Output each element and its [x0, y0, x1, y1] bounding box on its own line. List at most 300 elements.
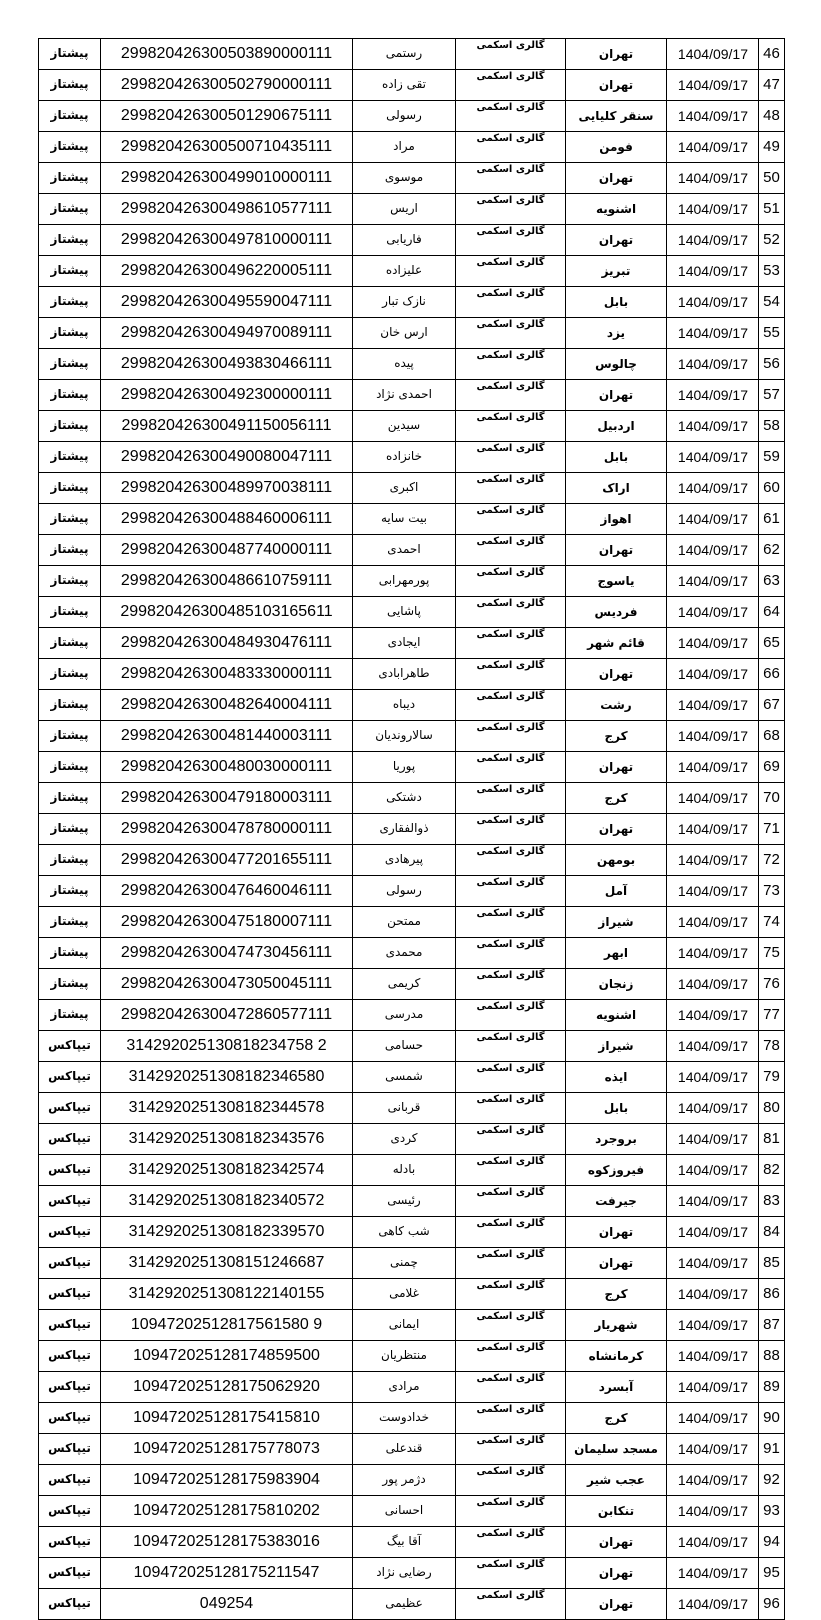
row-number-cell: 67	[759, 690, 785, 721]
courier-cell: تیپاکس	[39, 1217, 101, 1248]
table-row	[39, 721, 785, 752]
shipments-table	[38, 38, 785, 1620]
row-number-cell: 63	[759, 566, 785, 597]
row-number-cell: 50	[759, 163, 785, 194]
date-cell: 1404/09/17	[667, 783, 759, 814]
courier-cell: پیشتاز	[39, 938, 101, 969]
row-number-cell: 82	[759, 1155, 785, 1186]
tracking-code-cell: 299820426300503890000111	[101, 39, 353, 70]
row-number-cell: 96	[759, 1589, 785, 1620]
tracking-code-cell: 299820426300491150056111	[101, 411, 353, 442]
table-row	[39, 132, 785, 163]
table-row	[39, 876, 785, 907]
courier-cell: پیشتاز	[39, 783, 101, 814]
courier-cell: پیشتاز	[39, 442, 101, 473]
tracking-code-cell: 109472025128175778073	[101, 1434, 353, 1465]
recipient-name-cell: حسامی	[353, 1031, 456, 1062]
row-number-cell: 88	[759, 1341, 785, 1372]
date-cell: 1404/09/17	[667, 1155, 759, 1186]
table-row	[39, 1124, 785, 1155]
row-number-cell: 62	[759, 535, 785, 566]
date-cell: 1404/09/17	[667, 163, 759, 194]
tracking-code-cell: 299820426300481440003111	[101, 721, 353, 752]
row-number-cell: 74	[759, 907, 785, 938]
gallery-cell: گالری اسکمی	[456, 783, 566, 814]
date-cell: 1404/09/17	[667, 256, 759, 287]
gallery-cell: گالری اسکمی	[456, 1527, 566, 1558]
recipient-name-cell: سالاروندیان	[353, 721, 456, 752]
date-cell: 1404/09/17	[667, 287, 759, 318]
gallery-cell: گالری اسکمی	[456, 1155, 566, 1186]
date-cell: 1404/09/17	[667, 690, 759, 721]
gallery-cell: گالری اسکمی	[456, 287, 566, 318]
tracking-code-cell: 299820426300497810000111	[101, 225, 353, 256]
table-row	[39, 39, 785, 70]
tracking-code-cell: 3142920251308182342574	[101, 1155, 353, 1186]
tracking-code-cell: 3142920251308182339570	[101, 1217, 353, 1248]
recipient-name-cell: احمدی نژاد	[353, 380, 456, 411]
tracking-code-cell: 299820426300498610577111	[101, 194, 353, 225]
city-cell: اشنویه	[566, 1000, 667, 1031]
courier-cell: پیشتاز	[39, 597, 101, 628]
date-cell: 1404/09/17	[667, 876, 759, 907]
gallery-cell: گالری اسکمی	[456, 1310, 566, 1341]
recipient-name-cell: پیرهادی	[353, 845, 456, 876]
city-cell: بومهن	[566, 845, 667, 876]
table-row	[39, 566, 785, 597]
city-cell: آمل	[566, 876, 667, 907]
recipient-name-cell: احمدی	[353, 535, 456, 566]
courier-cell: پیشتاز	[39, 814, 101, 845]
date-cell: 1404/09/17	[667, 1372, 759, 1403]
recipient-name-cell: ایمانی	[353, 1310, 456, 1341]
tracking-code-cell: 299820426300487740000111	[101, 535, 353, 566]
tracking-code-cell: 3142920251308151246687	[101, 1248, 353, 1279]
date-cell: 1404/09/17	[667, 845, 759, 876]
table-row	[39, 1000, 785, 1031]
date-cell: 1404/09/17	[667, 1124, 759, 1155]
courier-cell: تیپاکس	[39, 1310, 101, 1341]
tracking-code-cell: 299820426300502790000111	[101, 70, 353, 101]
date-cell: 1404/09/17	[667, 969, 759, 1000]
gallery-cell: گالری اسکمی	[456, 1341, 566, 1372]
recipient-name-cell: دشتکی	[353, 783, 456, 814]
recipient-name-cell: تقی زاده	[353, 70, 456, 101]
gallery-cell: گالری اسکمی	[456, 876, 566, 907]
table-row	[39, 1217, 785, 1248]
recipient-name-cell: رسولی	[353, 876, 456, 907]
city-cell: بابل	[566, 287, 667, 318]
recipient-name-cell: قربانی	[353, 1093, 456, 1124]
table-row	[39, 70, 785, 101]
recipient-name-cell: کردی	[353, 1124, 456, 1155]
courier-cell: پیشتاز	[39, 628, 101, 659]
table-row	[39, 690, 785, 721]
gallery-cell: گالری اسکمی	[456, 39, 566, 70]
city-cell: تهران	[566, 1217, 667, 1248]
row-number-cell: 80	[759, 1093, 785, 1124]
gallery-cell: گالری اسکمی	[456, 628, 566, 659]
city-cell: رشت	[566, 690, 667, 721]
city-cell: یاسوج	[566, 566, 667, 597]
city-cell: بابل	[566, 1093, 667, 1124]
table-row	[39, 1434, 785, 1465]
row-number-cell: 87	[759, 1310, 785, 1341]
city-cell: زنجان	[566, 969, 667, 1000]
gallery-cell: گالری اسکمی	[456, 1186, 566, 1217]
gallery-cell: گالری اسکمی	[456, 566, 566, 597]
table-row	[39, 287, 785, 318]
table-row	[39, 163, 785, 194]
row-number-cell: 48	[759, 101, 785, 132]
gallery-cell: گالری اسکمی	[456, 1062, 566, 1093]
table-row	[39, 256, 785, 287]
city-cell: کرج	[566, 1279, 667, 1310]
gallery-cell: گالری اسکمی	[456, 845, 566, 876]
gallery-cell: گالری اسکمی	[456, 1093, 566, 1124]
city-cell: تهران	[566, 752, 667, 783]
city-cell: قائم شهر	[566, 628, 667, 659]
table-row	[39, 1279, 785, 1310]
courier-cell: تیپاکس	[39, 1341, 101, 1372]
city-cell: ایذه	[566, 1062, 667, 1093]
city-cell: تهران	[566, 814, 667, 845]
table-row	[39, 101, 785, 132]
gallery-cell: گالری اسکمی	[456, 163, 566, 194]
recipient-name-cell: پوریا	[353, 752, 456, 783]
recipient-name-cell: بیت سایه	[353, 504, 456, 535]
date-cell: 1404/09/17	[667, 752, 759, 783]
recipient-name-cell: محمدی	[353, 938, 456, 969]
tracking-code-cell: 109472025128175983904	[101, 1465, 353, 1496]
date-cell: 1404/09/17	[667, 659, 759, 690]
courier-cell: پیشتاز	[39, 39, 101, 70]
gallery-cell: گالری اسکمی	[456, 1465, 566, 1496]
recipient-name-cell: رسولی	[353, 101, 456, 132]
row-number-cell: 61	[759, 504, 785, 535]
date-cell: 1404/09/17	[667, 349, 759, 380]
date-cell: 1404/09/17	[667, 1248, 759, 1279]
city-cell: تهران	[566, 163, 667, 194]
gallery-cell: گالری اسکمی	[456, 1589, 566, 1620]
gallery-cell: گالری اسکمی	[456, 969, 566, 1000]
row-number-cell: 86	[759, 1279, 785, 1310]
gallery-cell: گالری اسکمی	[456, 194, 566, 225]
courier-cell: پیشتاز	[39, 70, 101, 101]
city-cell: سنقر کلیایی	[566, 101, 667, 132]
courier-cell: تیپاکس	[39, 1403, 101, 1434]
courier-cell: تیپاکس	[39, 1558, 101, 1589]
tracking-code-cell: 299820426300476460046111	[101, 876, 353, 907]
courier-cell: پیشتاز	[39, 690, 101, 721]
table-row	[39, 1403, 785, 1434]
courier-cell: پیشتاز	[39, 194, 101, 225]
recipient-name-cell: اکبری	[353, 473, 456, 504]
recipient-name-cell: طاهرابادی	[353, 659, 456, 690]
city-cell: تهران	[566, 1558, 667, 1589]
tracking-code-cell: 299820426300500710435111	[101, 132, 353, 163]
date-cell: 1404/09/17	[667, 442, 759, 473]
tracking-code-cell: 299820426300478780000111	[101, 814, 353, 845]
gallery-cell: گالری اسکمی	[456, 1031, 566, 1062]
table-row	[39, 1589, 785, 1620]
date-cell: 1404/09/17	[667, 814, 759, 845]
table-row	[39, 659, 785, 690]
table-row	[39, 1341, 785, 1372]
table-row	[39, 938, 785, 969]
city-cell: فیروزکوه	[566, 1155, 667, 1186]
date-cell: 1404/09/17	[667, 504, 759, 535]
table-row	[39, 1310, 785, 1341]
table-row	[39, 1155, 785, 1186]
date-cell: 1404/09/17	[667, 597, 759, 628]
date-cell: 1404/09/17	[667, 318, 759, 349]
table-row	[39, 752, 785, 783]
gallery-cell: گالری اسکمی	[456, 1403, 566, 1434]
date-cell: 1404/09/17	[667, 1000, 759, 1031]
recipient-name-cell: رضایی نژاد	[353, 1558, 456, 1589]
tracking-code-cell: 299820426300489970038111	[101, 473, 353, 504]
city-cell: فومن	[566, 132, 667, 163]
courier-cell: پیشتاز	[39, 225, 101, 256]
courier-cell: پیشتاز	[39, 566, 101, 597]
gallery-cell: گالری اسکمی	[456, 1000, 566, 1031]
row-number-cell: 93	[759, 1496, 785, 1527]
row-number-cell: 81	[759, 1124, 785, 1155]
row-number-cell: 72	[759, 845, 785, 876]
row-number-cell: 55	[759, 318, 785, 349]
courier-cell: پیشتاز	[39, 845, 101, 876]
row-number-cell: 56	[759, 349, 785, 380]
recipient-name-cell: منتظریان	[353, 1341, 456, 1372]
recipient-name-cell: مرادی	[353, 1372, 456, 1403]
gallery-cell: گالری اسکمی	[456, 380, 566, 411]
row-number-cell: 92	[759, 1465, 785, 1496]
row-number-cell: 65	[759, 628, 785, 659]
recipient-name-cell: دژمر پور	[353, 1465, 456, 1496]
row-number-cell: 89	[759, 1372, 785, 1403]
tracking-code-cell: 109472025128174859500	[101, 1341, 353, 1372]
tracking-code-cell: 299820426300499010000111	[101, 163, 353, 194]
city-cell: شیراز	[566, 1031, 667, 1062]
city-cell: بابل	[566, 442, 667, 473]
tracking-code-cell: 299820426300486610759111	[101, 566, 353, 597]
date-cell: 1404/09/17	[667, 566, 759, 597]
tracking-code-cell: 299820426300479180003111	[101, 783, 353, 814]
row-number-cell: 59	[759, 442, 785, 473]
date-cell: 1404/09/17	[667, 1558, 759, 1589]
row-number-cell: 78	[759, 1031, 785, 1062]
gallery-cell: گالری اسکمی	[456, 101, 566, 132]
table-row	[39, 597, 785, 628]
city-cell: تهران	[566, 39, 667, 70]
city-cell: تهران	[566, 659, 667, 690]
table-row	[39, 1372, 785, 1403]
city-cell: کرج	[566, 721, 667, 752]
recipient-name-cell: قندعلی	[353, 1434, 456, 1465]
courier-cell: پیشتاز	[39, 659, 101, 690]
tracking-code-cell: 299820426300482640004111	[101, 690, 353, 721]
recipient-name-cell: ممتحن	[353, 907, 456, 938]
recipient-name-cell: نازک تبار	[353, 287, 456, 318]
recipient-name-cell: مدرسی	[353, 1000, 456, 1031]
courier-cell: تیپاکس	[39, 1434, 101, 1465]
courier-cell: پیشتاز	[39, 1000, 101, 1031]
date-cell: 1404/09/17	[667, 39, 759, 70]
courier-cell: پیشتاز	[39, 876, 101, 907]
tracking-code-cell: 3142920251308182343576	[101, 1124, 353, 1155]
row-number-cell: 57	[759, 380, 785, 411]
courier-cell: پیشتاز	[39, 132, 101, 163]
recipient-name-cell: رستمی	[353, 39, 456, 70]
tracking-code-cell: 299820426300493830466111	[101, 349, 353, 380]
gallery-cell: گالری اسکمی	[456, 225, 566, 256]
city-cell: تهران	[566, 535, 667, 566]
tracking-code-cell: 299820426300496220005111	[101, 256, 353, 287]
row-number-cell: 85	[759, 1248, 785, 1279]
city-cell: تهران	[566, 70, 667, 101]
gallery-cell: گالری اسکمی	[456, 70, 566, 101]
table-row	[39, 194, 785, 225]
recipient-name-cell: ایجادی	[353, 628, 456, 659]
tracking-code-cell: 299820426300501290675111	[101, 101, 353, 132]
date-cell: 1404/09/17	[667, 1062, 759, 1093]
courier-cell: پیشتاز	[39, 380, 101, 411]
row-number-cell: 51	[759, 194, 785, 225]
row-number-cell: 52	[759, 225, 785, 256]
date-cell: 1404/09/17	[667, 70, 759, 101]
recipient-name-cell: غلامی	[353, 1279, 456, 1310]
table-row	[39, 380, 785, 411]
city-cell: شیراز	[566, 907, 667, 938]
row-number-cell: 76	[759, 969, 785, 1000]
date-cell: 1404/09/17	[667, 1279, 759, 1310]
table-row	[39, 1465, 785, 1496]
courier-cell: تیپاکس	[39, 1124, 101, 1155]
date-cell: 1404/09/17	[667, 1341, 759, 1372]
tracking-code-cell: 299820426300480030000111	[101, 752, 353, 783]
tracking-code-cell: 299820426300488460006111	[101, 504, 353, 535]
courier-cell: پیشتاز	[39, 907, 101, 938]
gallery-cell: گالری اسکمی	[456, 690, 566, 721]
table-row	[39, 535, 785, 566]
recipient-name-cell: ارس خان	[353, 318, 456, 349]
date-cell: 1404/09/17	[667, 1496, 759, 1527]
city-cell: عجب شیر	[566, 1465, 667, 1496]
city-cell: یزد	[566, 318, 667, 349]
tracking-code-cell: 299820426300485103165611	[101, 597, 353, 628]
gallery-cell: گالری اسکمی	[456, 535, 566, 566]
gallery-cell: گالری اسکمی	[456, 1496, 566, 1527]
row-number-cell: 69	[759, 752, 785, 783]
row-number-cell: 68	[759, 721, 785, 752]
tracking-code-cell: 10947202512817561580 9	[101, 1310, 353, 1341]
tracking-code-cell: 3142920251308182344578	[101, 1093, 353, 1124]
tracking-code-cell: 299820426300474730456111	[101, 938, 353, 969]
city-cell: فردیس	[566, 597, 667, 628]
date-cell: 1404/09/17	[667, 1217, 759, 1248]
date-cell: 1404/09/17	[667, 1527, 759, 1558]
table-row	[39, 1093, 785, 1124]
courier-cell: پیشتاز	[39, 473, 101, 504]
city-cell: اشنویه	[566, 194, 667, 225]
date-cell: 1404/09/17	[667, 1403, 759, 1434]
row-number-cell: 46	[759, 39, 785, 70]
tracking-code-cell: 109472025128175383016	[101, 1527, 353, 1558]
date-cell: 1404/09/17	[667, 628, 759, 659]
city-cell: بروجرد	[566, 1124, 667, 1155]
table-row	[39, 225, 785, 256]
tracking-code-cell: 299820426300483330000111	[101, 659, 353, 690]
row-number-cell: 70	[759, 783, 785, 814]
gallery-cell: گالری اسکمی	[456, 907, 566, 938]
gallery-cell: گالری اسکمی	[456, 1248, 566, 1279]
recipient-name-cell: کریمی	[353, 969, 456, 1000]
recipient-name-cell: عظیمی	[353, 1589, 456, 1620]
courier-cell: تیپاکس	[39, 1248, 101, 1279]
courier-cell: تیپاکس	[39, 1372, 101, 1403]
recipient-name-cell: اریس	[353, 194, 456, 225]
tracking-code-cell: 109472025128175810202	[101, 1496, 353, 1527]
city-cell: تهران	[566, 1248, 667, 1279]
city-cell: اردبیل	[566, 411, 667, 442]
recipient-name-cell: پورمهرابی	[353, 566, 456, 597]
tracking-code-cell: 299820426300473050045111	[101, 969, 353, 1000]
recipient-name-cell: شمسی	[353, 1062, 456, 1093]
table-row	[39, 1062, 785, 1093]
tracking-code-cell: 299820426300472860577111	[101, 1000, 353, 1031]
recipient-name-cell: بادله	[353, 1155, 456, 1186]
tracking-code-cell: 299820426300475180007111	[101, 907, 353, 938]
city-cell: تهران	[566, 225, 667, 256]
date-cell: 1404/09/17	[667, 473, 759, 504]
tracking-code-cell: 299820426300477201655111	[101, 845, 353, 876]
courier-cell: تیپاکس	[39, 1155, 101, 1186]
courier-cell: پیشتاز	[39, 969, 101, 1000]
recipient-name-cell: دیباه	[353, 690, 456, 721]
table-row	[39, 1527, 785, 1558]
tracking-code-cell: 299820426300490080047111	[101, 442, 353, 473]
row-number-cell: 53	[759, 256, 785, 287]
city-cell: جیرفت	[566, 1186, 667, 1217]
gallery-cell: گالری اسکمی	[456, 318, 566, 349]
city-cell: آبسرد	[566, 1372, 667, 1403]
date-cell: 1404/09/17	[667, 1465, 759, 1496]
city-cell: کرج	[566, 783, 667, 814]
gallery-cell: گالری اسکمی	[456, 349, 566, 380]
document-page	[38, 38, 785, 1620]
city-cell: کرج	[566, 1403, 667, 1434]
date-cell: 1404/09/17	[667, 721, 759, 752]
row-number-cell: 47	[759, 70, 785, 101]
tracking-code-cell: 299820426300494970089111	[101, 318, 353, 349]
city-cell: ابهر	[566, 938, 667, 969]
table-row	[39, 442, 785, 473]
recipient-name-cell: علیزاده	[353, 256, 456, 287]
tracking-code-cell: 299820426300495590047111	[101, 287, 353, 318]
table-row	[39, 1248, 785, 1279]
row-number-cell: 66	[759, 659, 785, 690]
gallery-cell: گالری اسکمی	[456, 597, 566, 628]
date-cell: 1404/09/17	[667, 1310, 759, 1341]
city-cell: تهران	[566, 1527, 667, 1558]
table-body	[39, 39, 785, 1620]
city-cell: تبریز	[566, 256, 667, 287]
date-cell: 1404/09/17	[667, 1434, 759, 1465]
row-number-cell: 60	[759, 473, 785, 504]
tracking-code-cell: 299820426300492300000111	[101, 380, 353, 411]
recipient-name-cell: فاریابی	[353, 225, 456, 256]
